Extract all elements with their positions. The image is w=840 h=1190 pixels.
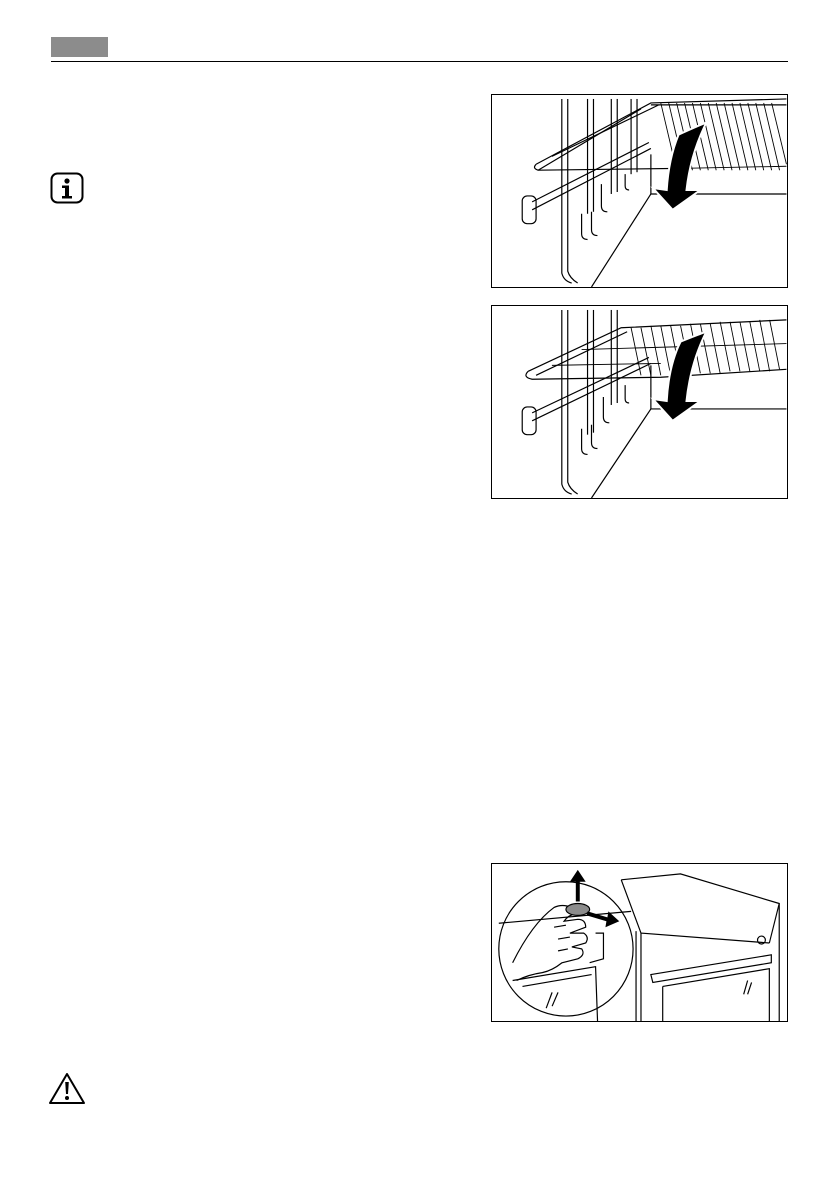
shelf-illustration-1 — [492, 95, 787, 287]
info-icon — [50, 172, 84, 204]
shelf-illustration-2 — [492, 306, 787, 498]
door-release-figure — [491, 863, 788, 1022]
header-rule — [51, 61, 788, 62]
shelf-insert-figure-1 — [491, 94, 788, 288]
warning-icon — [48, 1072, 86, 1106]
door-release-illustration — [492, 864, 787, 1021]
header-tab — [51, 37, 108, 57]
shelf-insert-figure-2 — [491, 305, 788, 499]
